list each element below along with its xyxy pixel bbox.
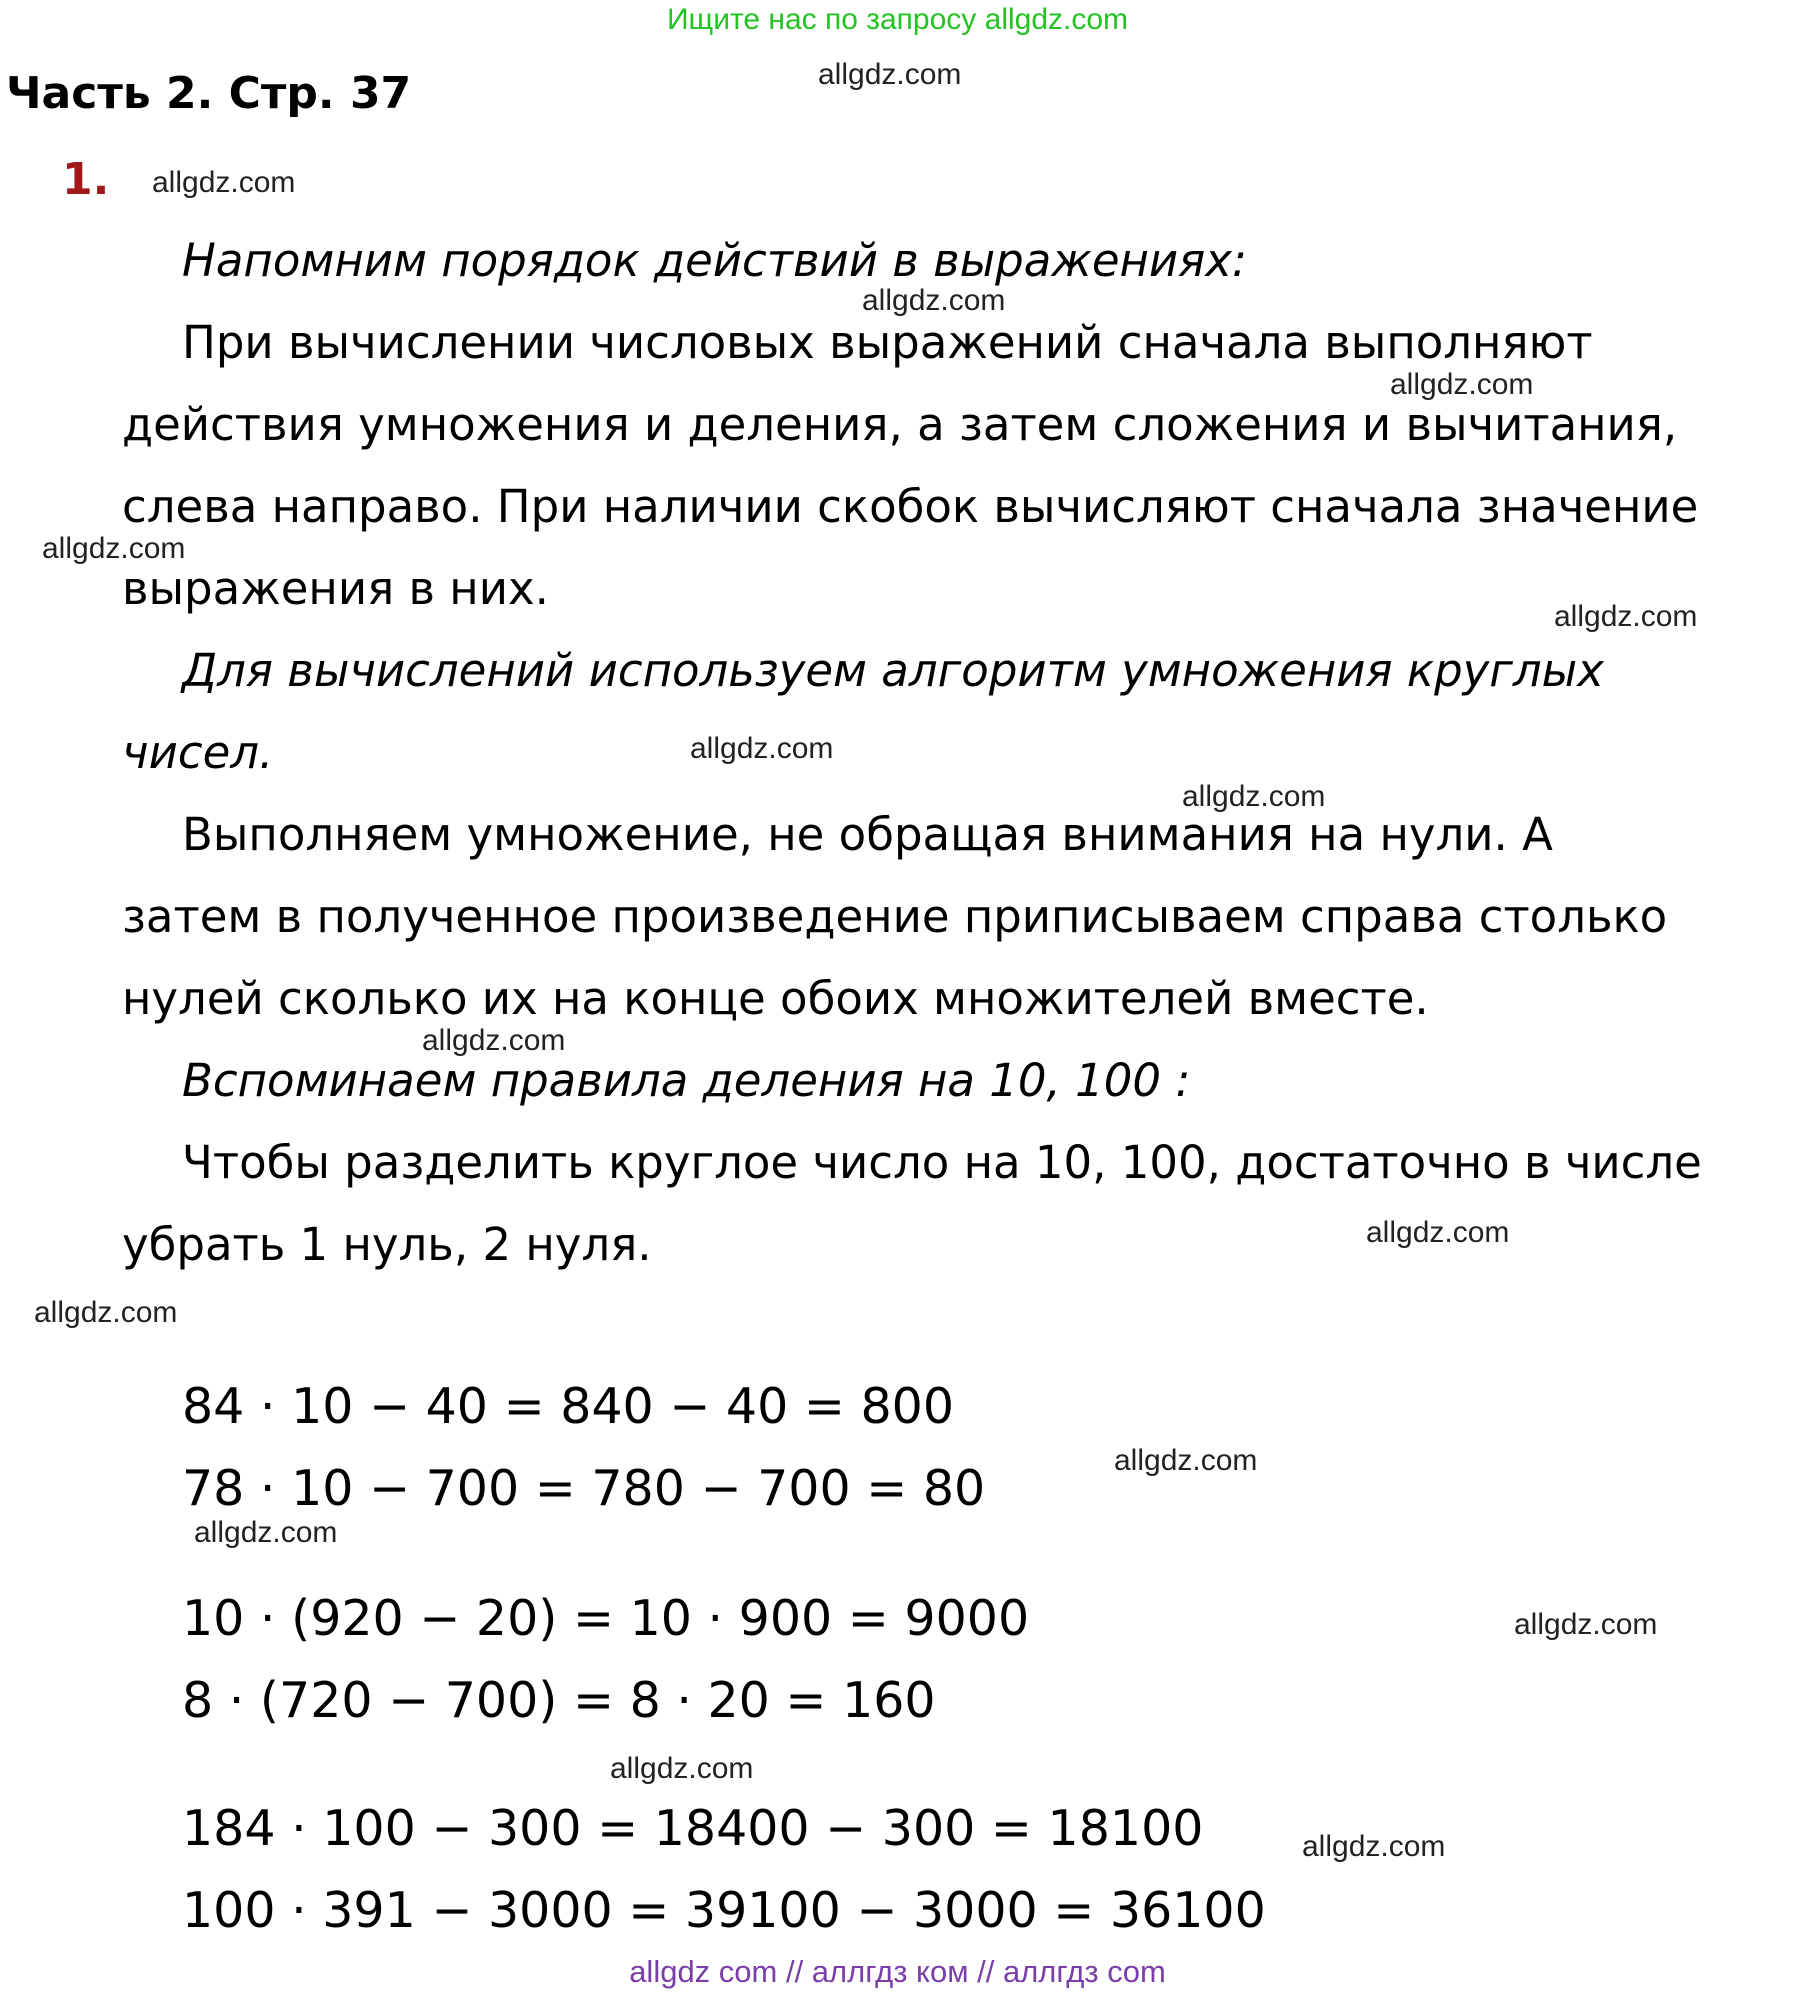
equation: 78 · 10 − 700 = 780 − 700 = 80 (182, 1460, 986, 1517)
watermark: allgdz.com (610, 1752, 754, 1785)
text-line: Напомним порядок действий в выражениях: (182, 234, 1248, 287)
rule-order-paragraph (122, 302, 1762, 630)
text-line: выражения в них. (122, 562, 549, 615)
text-line: нулей сколько их на конце обоих множителей вместе. (122, 972, 1429, 1025)
text-line: Для вычислений используем алгоритм умножения круглых (182, 644, 1604, 697)
top-banner: Ищите нас по запросу allgdz.com (666, 3, 1129, 36)
watermark: allgdz.com (690, 732, 834, 765)
rule-multiplication-paragraph (122, 794, 1762, 1040)
watermark: allgdz.com (152, 166, 296, 199)
watermark: allgdz.com (42, 532, 186, 565)
watermark: allgdz.com (1302, 1830, 1446, 1863)
watermark: allgdz.com (818, 58, 962, 91)
rule-division-paragraph (122, 1122, 1762, 1286)
text-line: Чтобы разделить круглое число на 10, 100, достаточно в числе (182, 1136, 1702, 1189)
watermark: allgdz.com (1366, 1216, 1510, 1249)
watermark: allgdz.com (1390, 368, 1534, 401)
page-title: Часть 2. Стр. 37 (6, 68, 412, 119)
text-line: затем в полученное произведение приписываем справа столько (122, 890, 1668, 943)
text-line: действия умножения и деления, а затем сложения и вычитания, (122, 398, 1678, 451)
equation: 8 · (720 − 700) = 8 · 20 = 160 (182, 1672, 936, 1729)
equation: 10 · (920 − 20) = 10 · 900 = 9000 (182, 1590, 1030, 1647)
text-line: Выполняем умножение, не обращая внимания на нули. А (182, 808, 1553, 861)
equation: 84 · 10 − 40 = 840 − 40 = 800 (182, 1378, 955, 1435)
watermark: allgdz.com (422, 1024, 566, 1057)
text-line: Вспоминаем правила деления на 10, 100 : (182, 1054, 1191, 1107)
watermark: allgdz.com (862, 284, 1006, 317)
equation: 100 · 391 − 3000 = 39100 − 3000 = 36100 (182, 1882, 1266, 1939)
text-line: убрать 1 нуль, 2 нуля. (122, 1218, 652, 1271)
watermark: allgdz.com (1182, 780, 1326, 813)
rule-heading-division (122, 1040, 1762, 1122)
text-line: При вычислении числовых выражений сначала выполняют (182, 316, 1593, 369)
bottom-banner: allgdz com // аллгдз ком // аллгдз com (629, 1954, 1166, 1989)
watermark: allgdz.com (194, 1516, 338, 1549)
rule-heading-multiplication (122, 630, 1762, 794)
watermark: allgdz.com (1114, 1444, 1258, 1477)
text-line: чисел. (122, 726, 274, 779)
watermark: allgdz.com (34, 1296, 178, 1329)
equation: 184 · 100 − 300 = 18400 − 300 = 18100 (182, 1800, 1204, 1857)
task-number: 1. (62, 154, 110, 205)
watermark: allgdz.com (1514, 1608, 1658, 1641)
text-line: слева направо. При наличии скобок вычисляют сначала значение (122, 480, 1699, 533)
watermark: allgdz.com (1554, 600, 1698, 633)
